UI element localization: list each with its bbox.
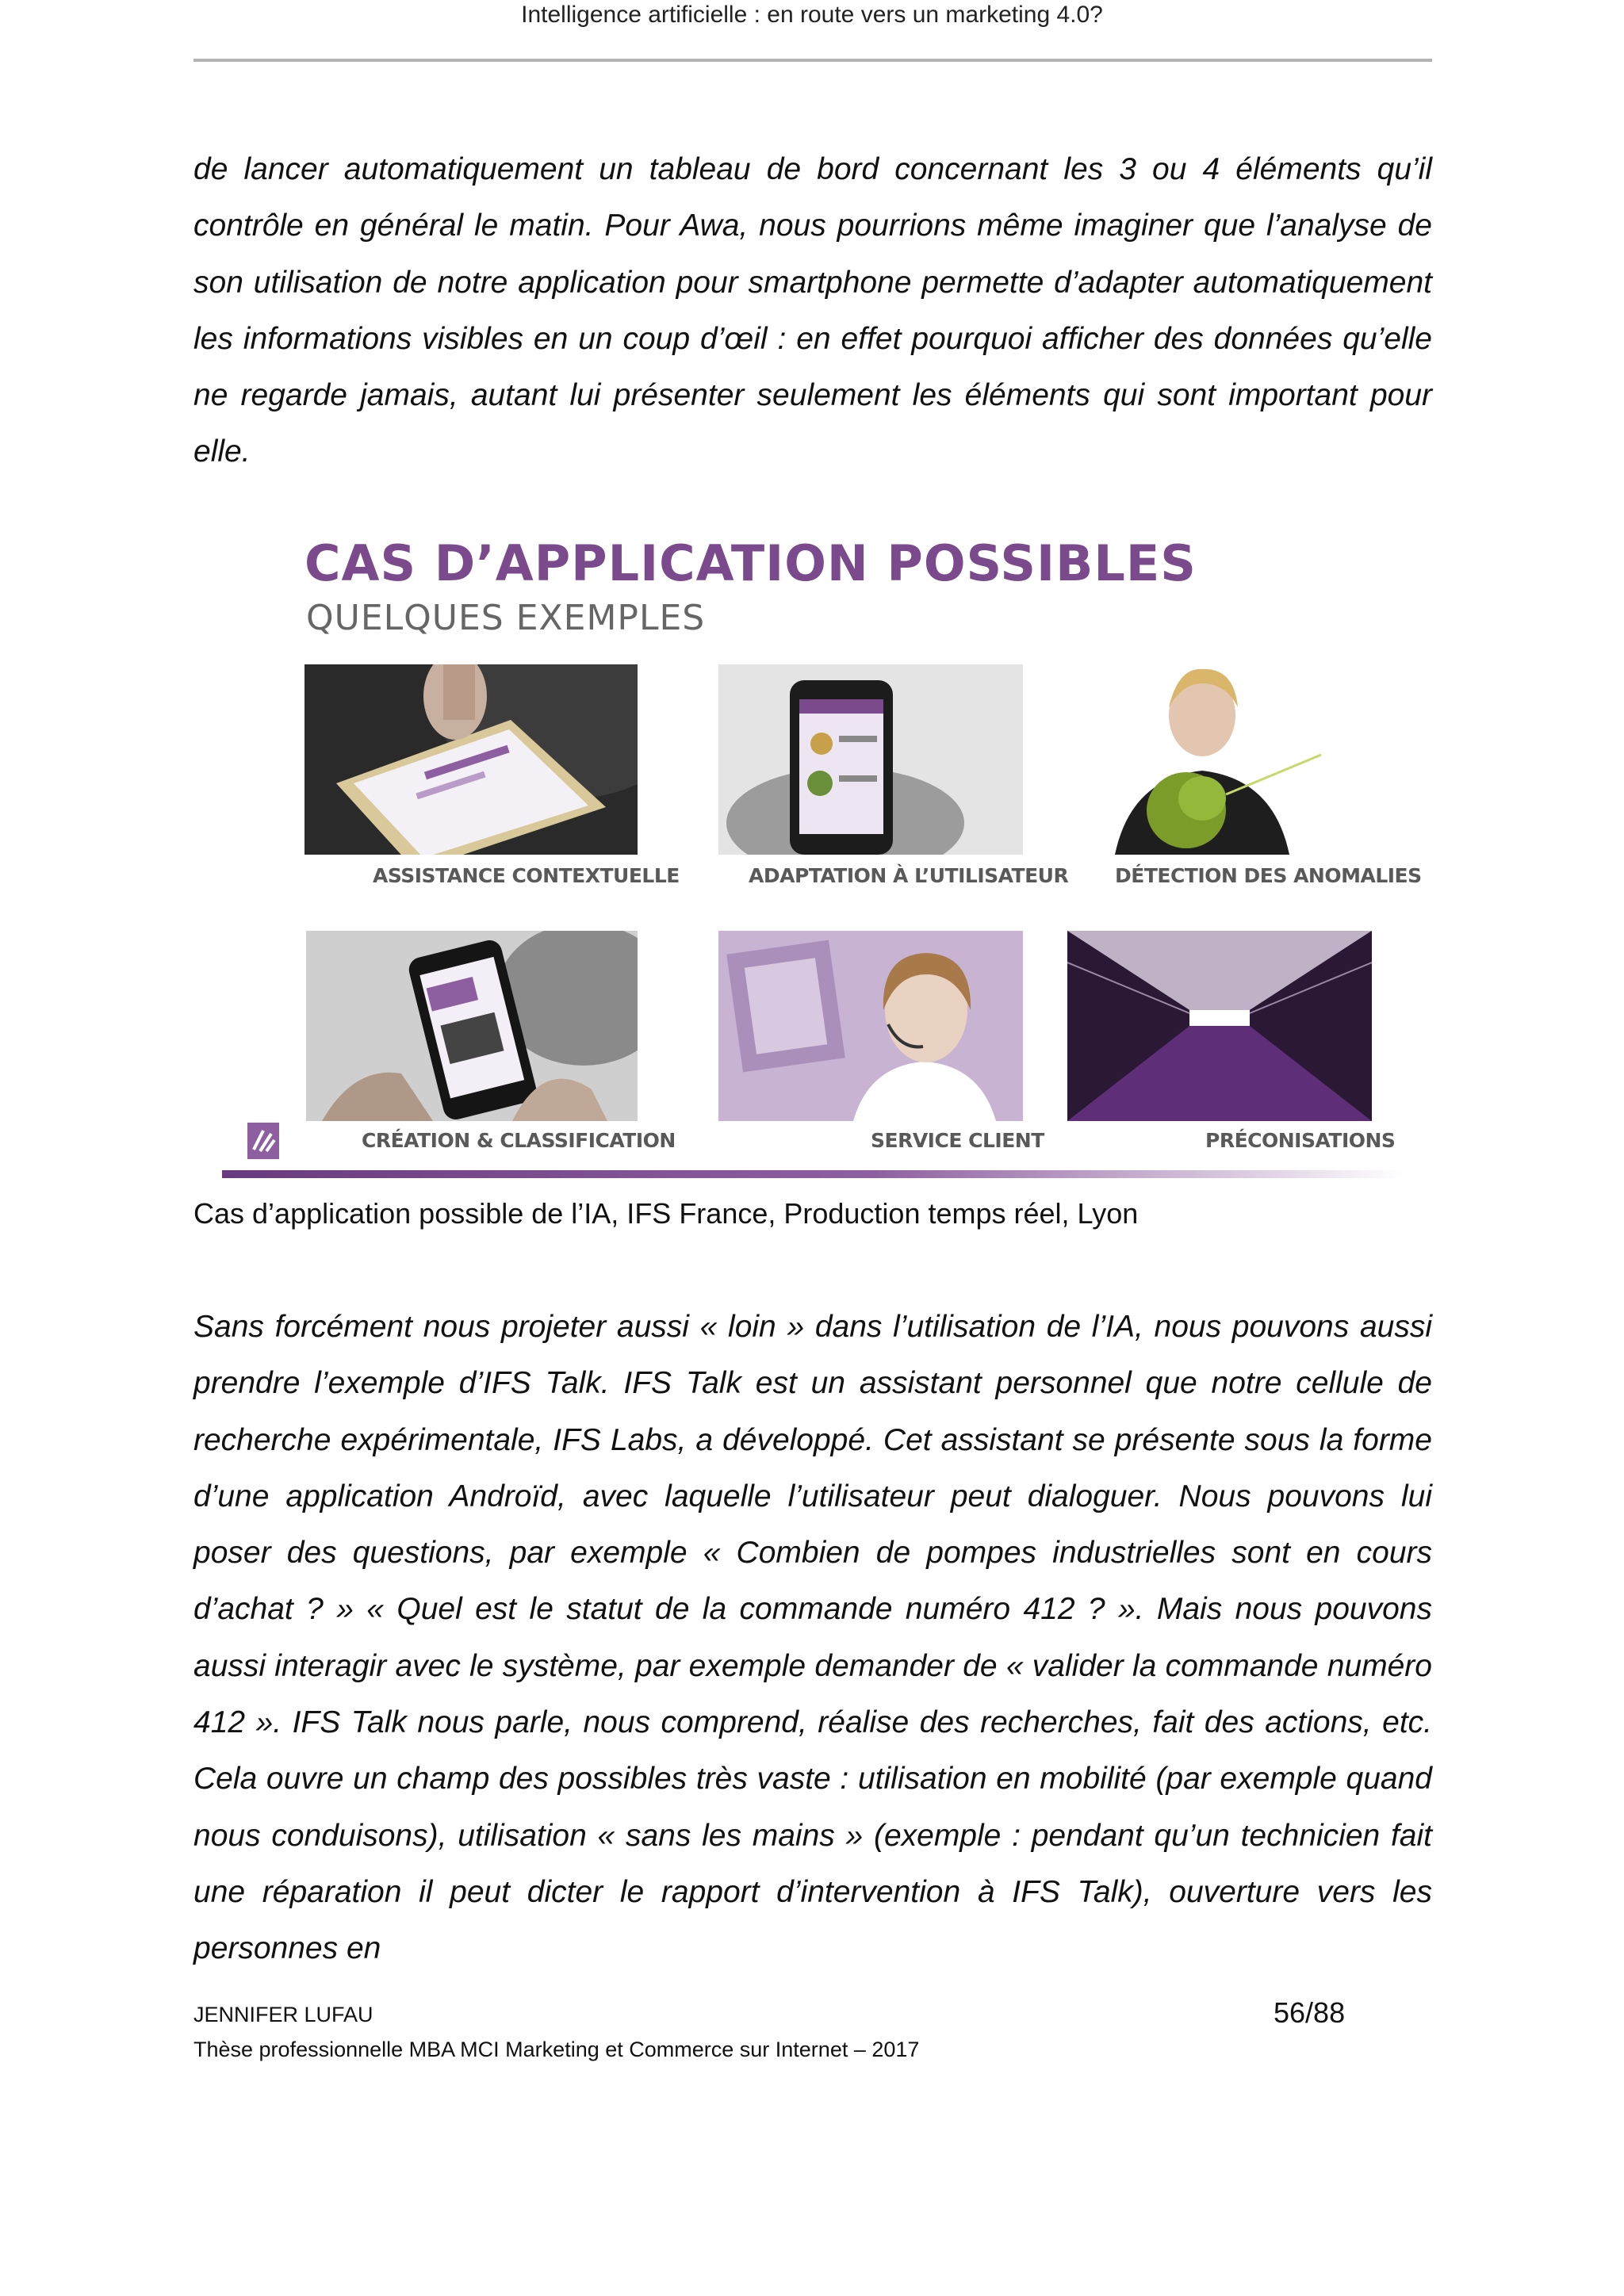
figure-title: CAS D’APPLICATION POSSIBLES [304,534,1197,592]
application-cases-figure [222,515,1422,1183]
shopping-app-phone-photo [306,931,638,1121]
figure-caption: Cas d’application possible de l’IA, IFS France, Production temps réel, Lyon [193,1197,1139,1230]
smartphone-in-hand-photo [718,664,1023,855]
headset-operator-photo [718,931,1023,1121]
tile-label-creation: CRÉATION & CLASSIFICATION [362,1129,676,1152]
futuristic-corridor-photo [1067,931,1372,1121]
ifs-logo-icon [247,1123,279,1159]
footer-author: JENNIFER LUFAU [193,2003,373,2026]
body-paragraph-2: Sans forcément nous projeter aussi « loin » dans l’utilisation de l’IA, nous pouvons aussi prendre l’exemple d’IFS Talk. IFS Talk est un assistant personnel que notre cellule de recherche expérimentale, IFS Labs, a développé. Cet assistant se présente sous la forme d’une application Androïd, avec laquelle l’utilisateur peut dialoguer. Nous pouvons lui poser des questions, par exemple « Combien de pompes industrielles sont en cours d’achat ? » « Quel est le statut de la commande numéro 412 ? ». Mais nous pouvons aussi interagir avec le système, par exemple demander de « valider la commande numéro 412 ». IFS Talk nous parle, nous comprend, réalise des recherches, fait des actions, etc. Cela ouvre un champ des possibles très vaste : utilisation en mobilité (par exemple quand nous conduisons), utilisation « sans les mains » (exemple : pendant qu’un technicien fait une réparation il peut dicter le rapport d’intervention à IFS Talk), ouverture vers les personnes en [193,1310,1432,1966]
tile-label-service: SERVICE CLIENT [871,1129,1044,1152]
body-paragraph-1: de lancer automatiquement un tableau de bord concernant les 3 ou 4 éléments qu’il contrôle en général le matin. Pour Awa, nous pourrions même imaginer que l’analyse de son utilisation de notre application pour smartphone permette d’adapter automatiquement les informations visibles en un coup d’œil : en effet pourquoi afficher des données qu’elle ne regarde jamais, autant lui présenter seulement les éléments qui sont important pour elle. [193,152,1432,469]
footer-thesis: Thèse professionnelle MBA MCI Marketing et Commerce sur Internet – 2017 [193,2038,920,2061]
running-header: Intelligence artificielle : en route vers un marketing 4.0? [521,2,1103,28]
woman-with-yarn-photo [1083,660,1324,855]
tablet-touch-photo [304,664,638,855]
figure-bottom-bar [222,1170,1404,1178]
page-number: 56/88 [1274,1996,1346,2029]
tile-label-adaptation: ADAPTATION À L’UTILISATEUR [749,864,1069,887]
header-divider [193,59,1432,62]
tile-label-assistance: ASSISTANCE CONTEXTUELLE [373,864,680,887]
tile-label-preconisations: PRÉCONISATIONS [1205,1129,1396,1152]
figure-subtitle: QUELQUES EXEMPLES [306,598,706,638]
tile-label-detection: DÉTECTION DES ANOMALIES [1115,864,1422,887]
